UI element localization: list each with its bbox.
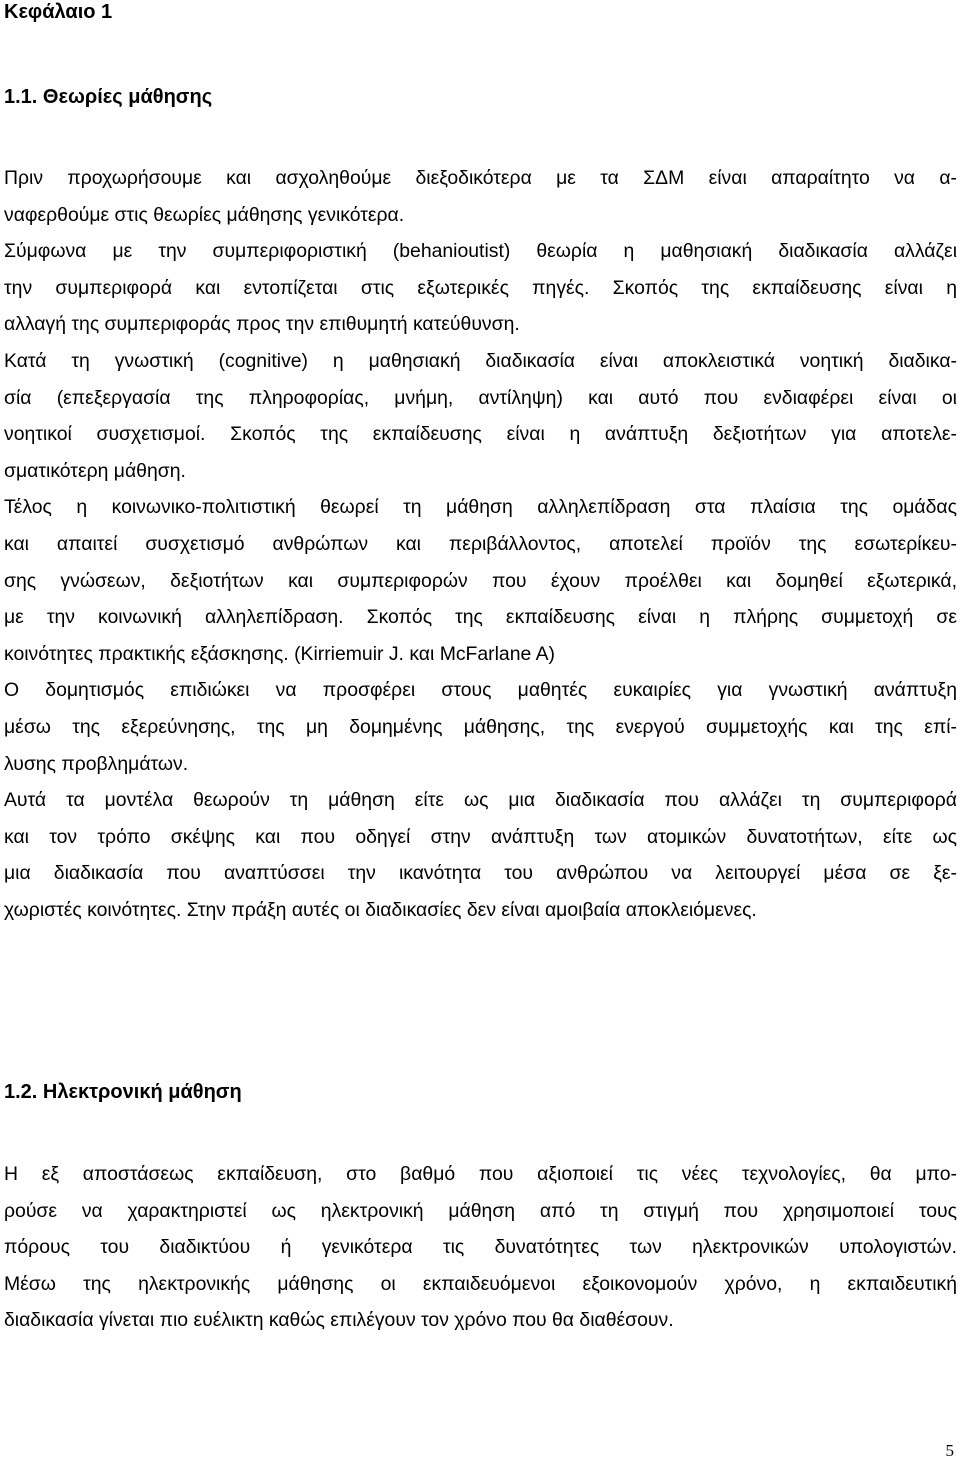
body-line: σματικότερη μάθηση. <box>4 459 186 482</box>
section-heading-1-2: 1.2. Ηλεκτρονική μάθηση <box>4 1081 242 1103</box>
body-line: Αυτά τα μοντέλα θεωρούν τη μάθηση είτε ως μια διαδικασία που αλλάζει τη συμπεριφορά <box>4 789 957 812</box>
body-line: ναφερθούμε στις θεωρίες μάθησης γενικότερα. <box>4 203 405 226</box>
body-line: και απαιτεί συσχετισμό ανθρώπων και περιβάλλοντος, αποτελεί προϊόν της εσωτερίκευ- <box>4 532 957 555</box>
section-1-2-body <box>4 1156 957 1339</box>
body-line: Τέλος η κοινωνικο-πολιτιστική θεωρεί τη μάθηση αλληλεπίδραση στα πλαίσια της ομάδας <box>4 496 957 519</box>
body-line: λυσης προβλημάτων. <box>4 752 189 775</box>
body-line: μια διαδικασία που αναπτύσσει την ικανότητα του ανθρώπου να λειτουργεί μέσα σε ξε- <box>4 862 957 885</box>
body-line: ρούσε να χαρακτηριστεί ως ηλεκτρονική μάθηση από τη στιγμή που χρησιμοποιεί τους <box>4 1199 957 1222</box>
page-number: 5 <box>945 1441 954 1460</box>
section-heading-1-1: 1.1. Θεωρίες μάθησης <box>4 86 213 108</box>
body-line: Κατά τη γνωστική (cognitive) η μαθησιακή διαδικασία είναι αποκλειστικά νοητική διαδικα- <box>4 349 957 372</box>
section-1-1-body <box>4 160 957 928</box>
body-line: Πριν προχωρήσουμε και ασχοληθούμε διεξοδικότερα με τα ΣΔΜ είναι απαραίτητο να α- <box>4 167 957 189</box>
body-line: κοινότητες πρακτικής εξάσκησης. (Kirriemuir J. και McFarlane A) <box>4 642 555 665</box>
body-line: Η εξ αποστάσεως εκπαίδευση, στο βαθμό που αξιοποιεί τις νέες τεχνολογίες, θα μπο- <box>4 1163 957 1185</box>
body-line: χωριστές κοινότητες. Στην πράξη αυτές οι διαδικασίες δεν είναι αμοιβαία αποκλειόμενες. <box>4 898 757 921</box>
body-line: την συμπεριφορά και εντοπίζεται στις εξωτερικές πηγές. Σκοπός της εκπαίδευσης είναι η <box>4 276 957 299</box>
body-line: με την κοινωνική αλληλεπίδραση. Σκοπός της εκπαίδευσης είναι η πλήρης συμμετοχή σε <box>4 606 957 629</box>
body-line: Σύμφωνα με την συμπεριφοριστική (behanioutist) θεωρία η μαθησιακή διαδικασία αλλάζει <box>4 240 957 263</box>
body-line: Ο δομητισμός επιδιώκει να προσφέρει στους μαθητές ευκαιρίες για γνωστική ανάπτυξη <box>4 679 957 702</box>
body-line: αλλαγή της συμπεριφοράς προς την επιθυμητή κατεύθυνση. <box>4 313 520 336</box>
body-line: νοητικοί συσχετισμοί. Σκοπός της εκπαίδευσης είναι η ανάπτυξη δεξιοτήτων για αποτελε- <box>4 423 957 446</box>
body-line: μέσω της εξερεύνησης, της μη δομημένης μάθησης, της ενεργού συμμετοχής και της επί- <box>4 715 957 738</box>
body-line: πόρους του διαδικτύου ή γενικότερα τις δυνατότητες των ηλεκτρονικών υπολογιστών. <box>4 1236 957 1259</box>
body-line: σης γνώσεων, δεξιοτήτων και συμπεριφορών που έχουν προέλθει και δομηθεί εξωτερικά, <box>4 569 957 592</box>
chapter-title: Κεφάλαιο 1 <box>4 1 113 23</box>
body-line: σία (επεξεργασία της πληροφορίας, μνήμη, αντίληψη) και αυτό που ενδιαφέρει είναι οι <box>4 386 957 409</box>
body-line: Μέσω της ηλεκτρονικής μάθησης οι εκπαιδευόμενοι εξοικονομούν χρόνο, η εκπαιδευτική <box>4 1272 957 1295</box>
body-line: διαδικασία γίνεται πιο ευέλικτη καθώς επιλέγουν τον χρόνο που θα διαθέσουν. <box>4 1309 674 1332</box>
body-line: και τον τρόπο σκέψης και που οδηγεί στην ανάπτυξη των ατομικών δυνατοτήτων, είτε ως <box>4 825 957 848</box>
